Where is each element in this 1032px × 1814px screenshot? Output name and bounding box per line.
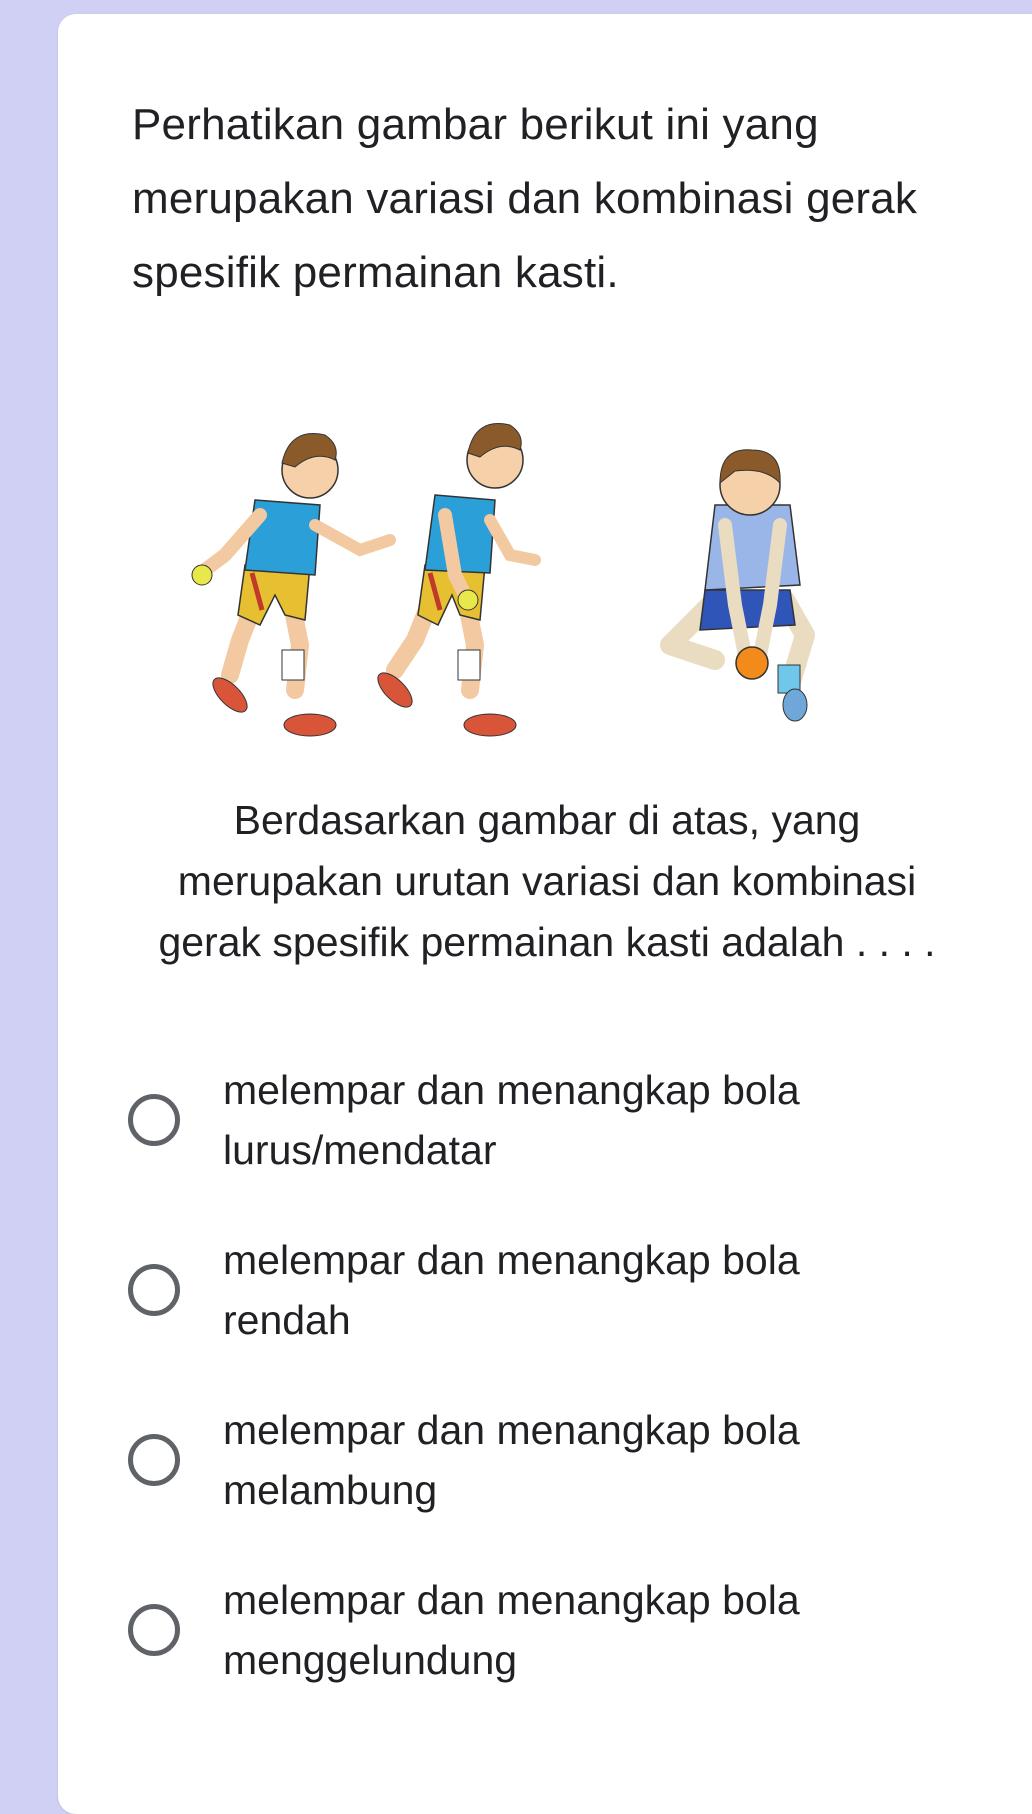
option-label: melempar dan menangkap bola menggelundung <box>223 1577 800 1683</box>
option-label: melempar dan menangkap bola lurus/mendatar <box>223 1067 800 1173</box>
radio-icon[interactable] <box>128 1264 180 1316</box>
radio-icon[interactable] <box>128 1604 180 1656</box>
radio-icon[interactable] <box>128 1094 180 1146</box>
question-title: Perhatikan gambar berikut ini yang merupakan variasi dan kombinasi gerak spesifik permainan kasti. <box>132 100 918 297</box>
answer-options <box>128 1060 988 1740</box>
option-label: melempar dan menangkap bola melambung <box>223 1407 800 1513</box>
option-3[interactable] <box>128 1400 988 1520</box>
option-4[interactable] <box>128 1570 988 1690</box>
option-2[interactable] <box>128 1230 988 1350</box>
kasti-illustration <box>190 405 920 770</box>
radio-icon[interactable] <box>128 1434 180 1486</box>
question-prompt: Berdasarkan gambar di atas, yang merupakan urutan variasi dan kombinasi gerak spesifik permainan kasti adalah . . . . <box>158 797 936 965</box>
catching-player <box>670 450 807 721</box>
throwing-player-2 <box>372 424 535 736</box>
throwing-player-1 <box>192 434 390 736</box>
option-1[interactable] <box>128 1060 988 1180</box>
option-label: melempar dan menangkap bola rendah <box>223 1237 800 1343</box>
